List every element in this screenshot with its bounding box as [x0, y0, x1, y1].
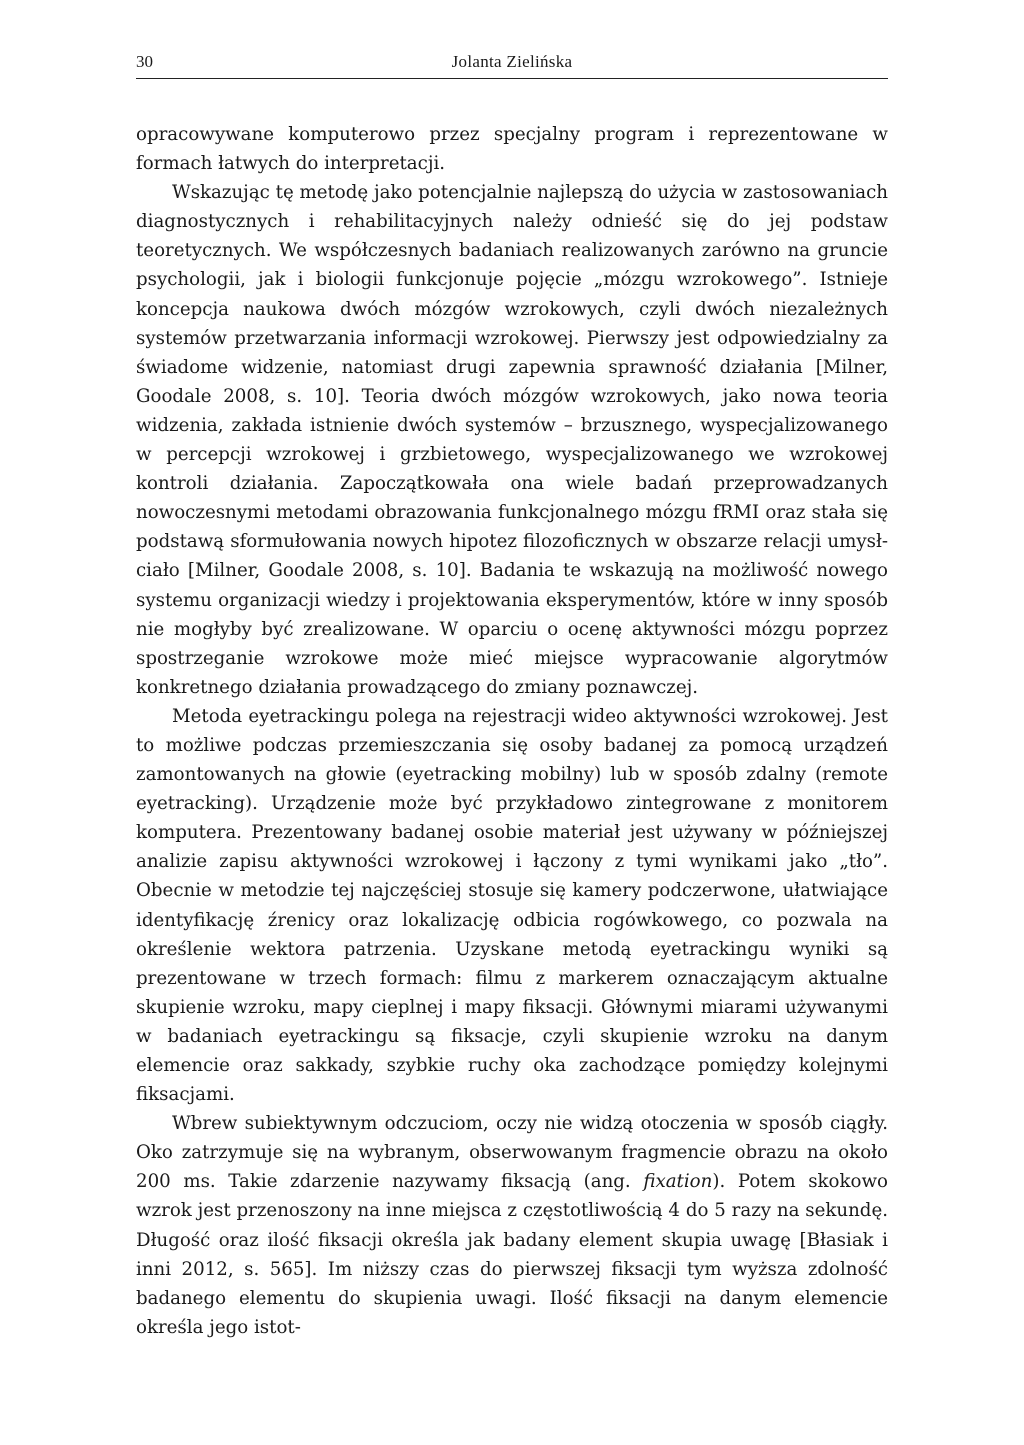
- paragraph-4-text-after: ). Potem skokowo wzrok jest przenoszony na inne miejsca z częstotliwością 4 do 5 razy na sekundę. Długość oraz ilość fiksacji określa jak badany element skupia uwagę [Błasiak i inni 2012, s. 565]. Im niższy czas do pierwszej fiksacji tym wyższa zdolność badanego elementu do skupienia uwagi. Ilość fiksacji na danym elemencie określa jego istot-: [136, 1171, 888, 1338]
- body-text: [136, 120, 888, 1342]
- paragraph-4: [136, 1109, 888, 1342]
- paragraph-1: opracowywane komputerowo przez specjalny program i reprezentowane w formach łatwych do interpretacji.: [136, 124, 888, 175]
- page-header: [136, 48, 888, 79]
- term-fixation: fixation: [643, 1171, 713, 1193]
- running-head-author: Jolanta Zielińska: [451, 52, 573, 71]
- page-number: 30: [136, 52, 153, 71]
- paragraph-4-text-before: Wbrew subiektywnym odczuciom, oczy nie widzą otoczenia w sposób ciągły. Oko zatrzymuje się na wybranym, obserwowanym fragmencie obrazu na około 200 ms. Takie zdarzenie nazywamy fiksacją (ang.: [136, 1113, 888, 1193]
- paragraph-3: Metoda eyetrackingu polega na rejestracji wideo aktywności wzrokowej. Jest to możliwe podczas przemieszczania się osoby badanej za pomocą urządzeń zamontowanych na głowie (eyetracking mobilny) lub w sposób zdalny (remote eyetracking). Urządzenie może być przykładowo zintegrowane z monitorem komputera. Prezentowany badanej osobie materiał jest używany w późniejszej analizie zapisu aktywności wzrokowej i łączony z tymi wynikami jako „tło”. Obecnie w metodzie tej najczęściej stosuje się kamery podczerwone, ułatwiające identyfikację źrenicy oraz lokalizację odbicia rogówkowego, co pozwala na określenie wektora patrzenia. Uzyskane metodą eyetrackingu wyniki są prezentowane w trzech formach: filmu z markerem oznaczającym aktualne skupienie wzroku, mapy cieplnej i mapy fiksacji. Głównymi miarami używanymi w badaniach eyetrackingu są fiksacje, czyli skupienie wzroku na danym elemencie oraz sakkady, szybkie ruchy oka zachodzące pomiędzy kolejnymi fiksacjami.: [136, 705, 888, 1106]
- paragraph-2: Wskazując tę metodę jako potencjalnie najlepszą do użycia w zastosowaniach diagnostycznych i rehabilitacyjnych należy odnieść się do jej podstaw teoretycznych. We współczesnych badaniach realizowanych zarówno na gruncie psychologii, jak i biologii funkcjonuje pojęcie „mózgu wzrokowego”. Istnieje koncepcja naukowa dwóch mózgów wzrokowych, czyli dwóch niezależnych systemów przetwarzania informacji wzrokowej. Pierwszy jest odpowiedzialny za świadome widzenie, natomiast drugi zapewnia sprawność działania [Milner, Goodale 2008, s. 10]. Teoria dwóch mózgów wzrokowych, jako nowa teoria widzenia, zakłada istnienie dwóch systemów – brzusznego, wyspecjalizowanego w percepcji wzrokowej i grzbietowego, wyspecjalizowanego we wzrokowej kontroli działania. Zapoczątkowała ona wiele badań przeprowadzanych nowoczesnymi metodami obrazowania funkcjonalnego mózgu fRMI oraz stała się podstawą sformułowania nowych hipotez filozoficznych w obszarze relacji umysł-ciało [Milner, Goodale 2008, s. 10]. Badania te wskazują na możliwość nowego systemu organizacji wiedzy i projektowania eksperymentów, które w inny sposób nie mogłyby być zrealizowane. W oparciu o ocenę aktywności mózgu poprzez spostrzeganie wzrokowe może mieć miejsce wypracowanie algorytmów konkretnego działania prowadzącego do zmiany poznawczej.: [136, 182, 888, 698]
